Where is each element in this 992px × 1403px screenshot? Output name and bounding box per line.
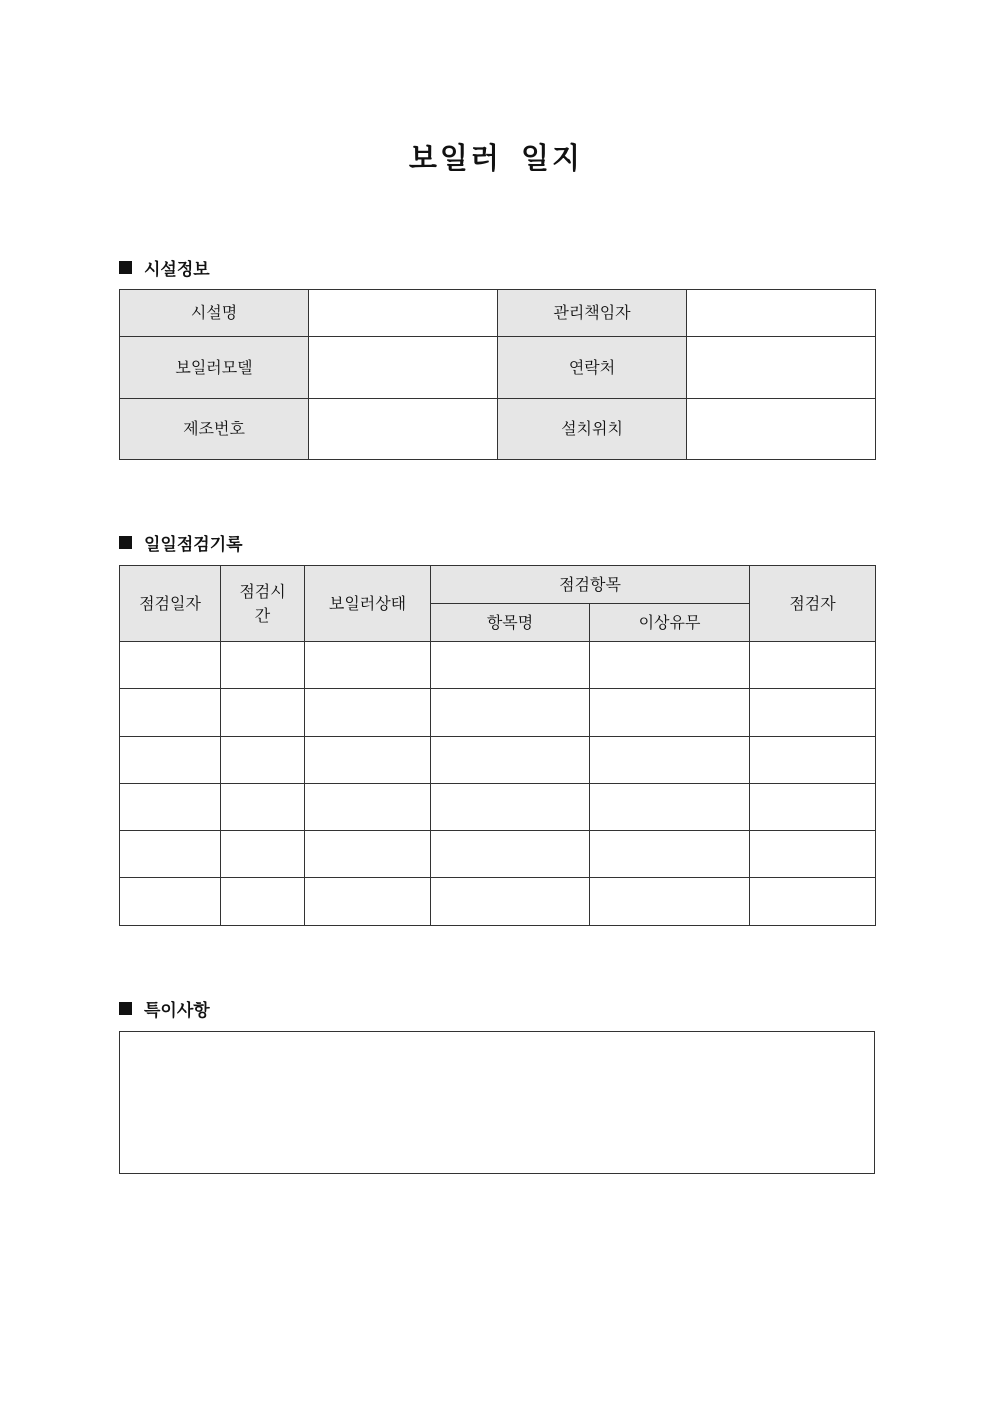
table-row	[120, 784, 876, 831]
abnormal-cell[interactable]	[590, 737, 750, 784]
date-cell[interactable]	[120, 784, 221, 831]
inspector-cell[interactable]	[750, 689, 876, 737]
table-row	[120, 831, 876, 878]
date-cell[interactable]	[120, 831, 221, 878]
time-cell[interactable]	[221, 878, 305, 926]
time-cell[interactable]	[221, 784, 305, 831]
time-cell[interactable]	[221, 831, 305, 878]
facility-section-heading	[119, 255, 210, 280]
header-status: 보일러상태	[305, 566, 431, 642]
item-name-cell[interactable]	[431, 878, 590, 926]
time-cell[interactable]	[221, 737, 305, 784]
facility-heading-text: 시설정보	[144, 260, 210, 280]
daily-inspection-table	[119, 565, 876, 926]
status-cell[interactable]	[305, 737, 431, 784]
table-row	[120, 878, 876, 926]
facility-label: 연락처	[498, 337, 687, 399]
page-title: 보일러 일지	[408, 141, 584, 175]
boiler-model-field[interactable]	[309, 337, 498, 399]
item-name-cell[interactable]	[431, 642, 590, 689]
facility-label: 제조번호	[120, 399, 309, 460]
square-bullet-icon	[119, 536, 132, 549]
daily-section-heading	[119, 530, 243, 555]
item-name-cell[interactable]	[431, 784, 590, 831]
table-row	[120, 642, 876, 689]
square-bullet-icon	[119, 261, 132, 274]
inspector-cell[interactable]	[750, 878, 876, 926]
serial-number-field[interactable]	[309, 399, 498, 460]
abnormal-cell[interactable]	[590, 642, 750, 689]
date-cell[interactable]	[120, 737, 221, 784]
notes-section-heading	[119, 996, 210, 1021]
table-row	[120, 737, 876, 784]
inspector-cell[interactable]	[750, 831, 876, 878]
table-row	[120, 689, 876, 737]
status-cell[interactable]	[305, 784, 431, 831]
facility-info-table	[119, 289, 876, 460]
facility-row	[120, 290, 876, 337]
header-inspector: 점검자	[750, 566, 876, 642]
inspector-cell[interactable]	[750, 642, 876, 689]
item-name-cell[interactable]	[431, 831, 590, 878]
status-cell[interactable]	[305, 878, 431, 926]
install-location-field[interactable]	[687, 399, 876, 460]
header-item-name: 항목명	[431, 604, 590, 642]
notes-textarea[interactable]	[119, 1031, 875, 1174]
header-abnormal: 이상유무	[590, 604, 750, 642]
date-cell[interactable]	[120, 642, 221, 689]
abnormal-cell[interactable]	[590, 831, 750, 878]
facility-label: 관리책임자	[498, 290, 687, 337]
daily-header-row	[120, 566, 876, 604]
abnormal-cell[interactable]	[590, 784, 750, 831]
square-bullet-icon	[119, 1002, 132, 1015]
facility-row	[120, 399, 876, 460]
item-name-cell[interactable]	[431, 689, 590, 737]
time-cell[interactable]	[221, 689, 305, 737]
facility-row	[120, 337, 876, 399]
status-cell[interactable]	[305, 689, 431, 737]
item-name-cell[interactable]	[431, 737, 590, 784]
time-cell[interactable]	[221, 642, 305, 689]
abnormal-cell[interactable]	[590, 689, 750, 737]
contact-field[interactable]	[687, 337, 876, 399]
date-cell[interactable]	[120, 878, 221, 926]
abnormal-cell[interactable]	[590, 878, 750, 926]
header-time: 점검시간	[221, 566, 305, 642]
facility-label: 시설명	[120, 290, 309, 337]
facility-name-field[interactable]	[309, 290, 498, 337]
manager-field[interactable]	[687, 290, 876, 337]
facility-label: 보일러모델	[120, 337, 309, 399]
facility-label: 설치위치	[498, 399, 687, 460]
status-cell[interactable]	[305, 642, 431, 689]
daily-heading-text: 일일점검기록	[144, 535, 243, 555]
header-items: 점검항목	[431, 566, 750, 604]
header-date: 점검일자	[120, 566, 221, 642]
notes-heading-text: 특이사항	[144, 1001, 210, 1021]
inspector-cell[interactable]	[750, 784, 876, 831]
date-cell[interactable]	[120, 689, 221, 737]
inspector-cell[interactable]	[750, 737, 876, 784]
status-cell[interactable]	[305, 831, 431, 878]
